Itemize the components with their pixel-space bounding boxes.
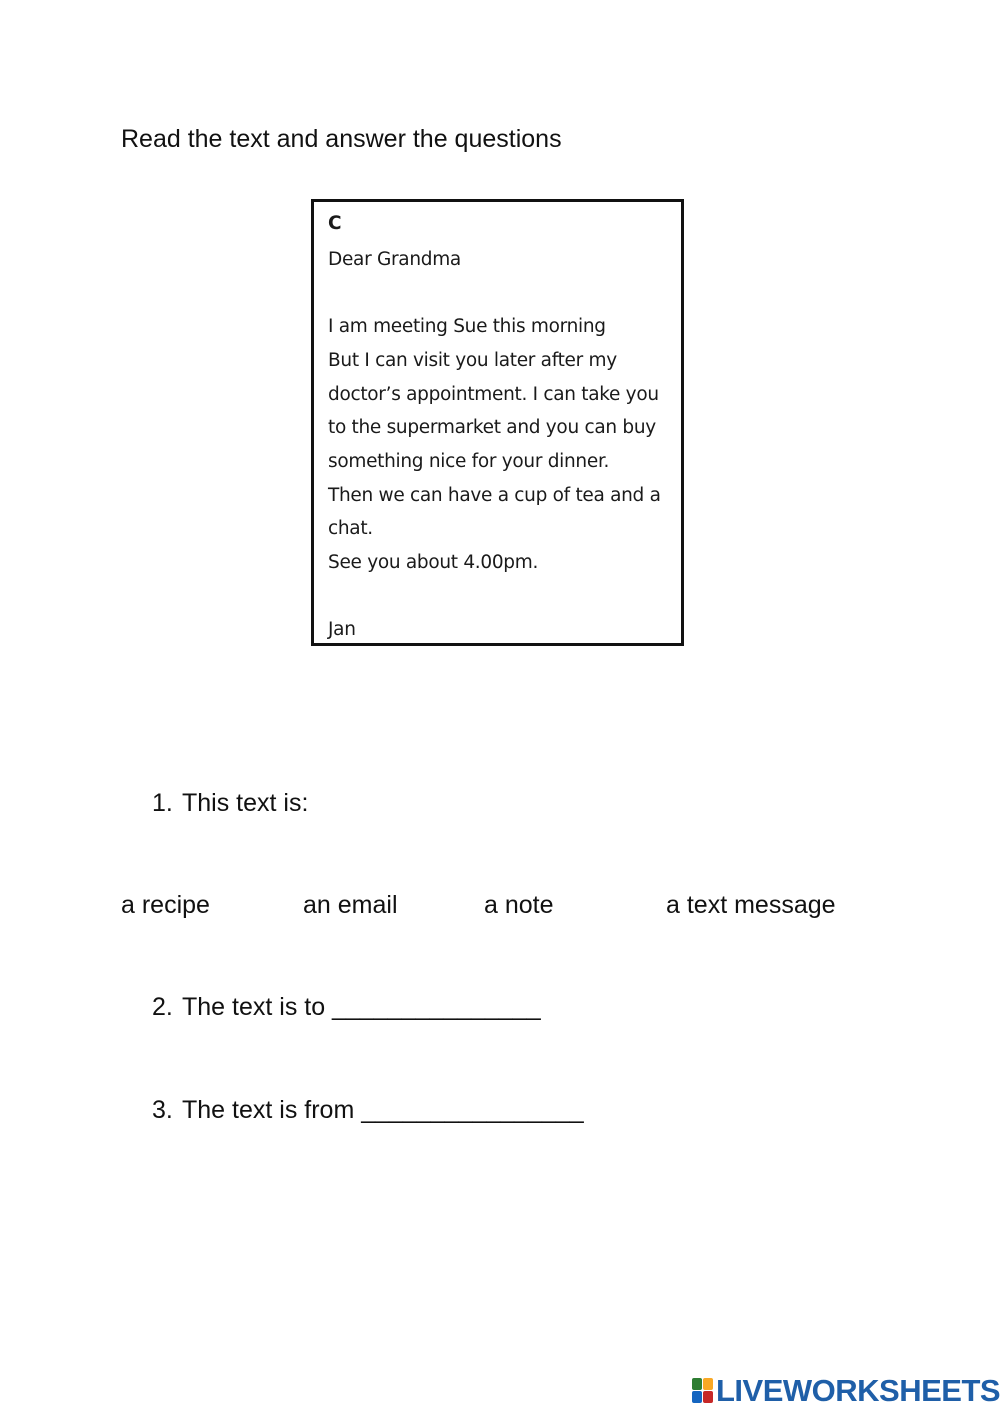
note-line: I am meeting Sue this morning (328, 316, 606, 337)
question-number: 1. (152, 789, 173, 817)
question-3[interactable] (152, 1093, 584, 1127)
note-line: to the supermarket and you can buy (328, 417, 656, 438)
note-signature: Jan (328, 619, 356, 640)
option-note[interactable]: a note (484, 891, 554, 919)
logo-wordmark: LIVEWORKSHEETS (716, 1373, 1000, 1408)
question-text: This text is: (182, 789, 309, 817)
note-card (311, 199, 684, 646)
option-recipe[interactable]: a recipe (121, 891, 210, 919)
note-line: doctor’s appointment. I can take you (328, 384, 659, 405)
question-number: 3. (152, 1096, 173, 1124)
question-2[interactable] (152, 990, 541, 1024)
logo-grid-icon (692, 1378, 714, 1404)
note-greeting: Dear Grandma (328, 249, 461, 270)
note-line: See you about 4.00pm. (328, 552, 539, 573)
question-1 (152, 786, 308, 820)
note-label: C (328, 213, 342, 234)
note-line: chat. (328, 518, 373, 539)
liveworksheets-logo (692, 1374, 1000, 1408)
note-line: Then we can have a cup of tea and a (328, 485, 661, 506)
note-line: But I can visit you later after my (328, 350, 617, 371)
note-line: something nice for your dinner. (328, 451, 610, 472)
question-number: 2. (152, 993, 173, 1021)
option-email[interactable]: an email (303, 891, 398, 919)
instruction-text: Read the text and answer the questions (121, 125, 562, 153)
question-text[interactable]: The text is from ________________ (182, 1096, 584, 1124)
question-text[interactable]: The text is to _______________ (182, 993, 541, 1021)
option-text-message[interactable]: a text message (666, 891, 836, 919)
